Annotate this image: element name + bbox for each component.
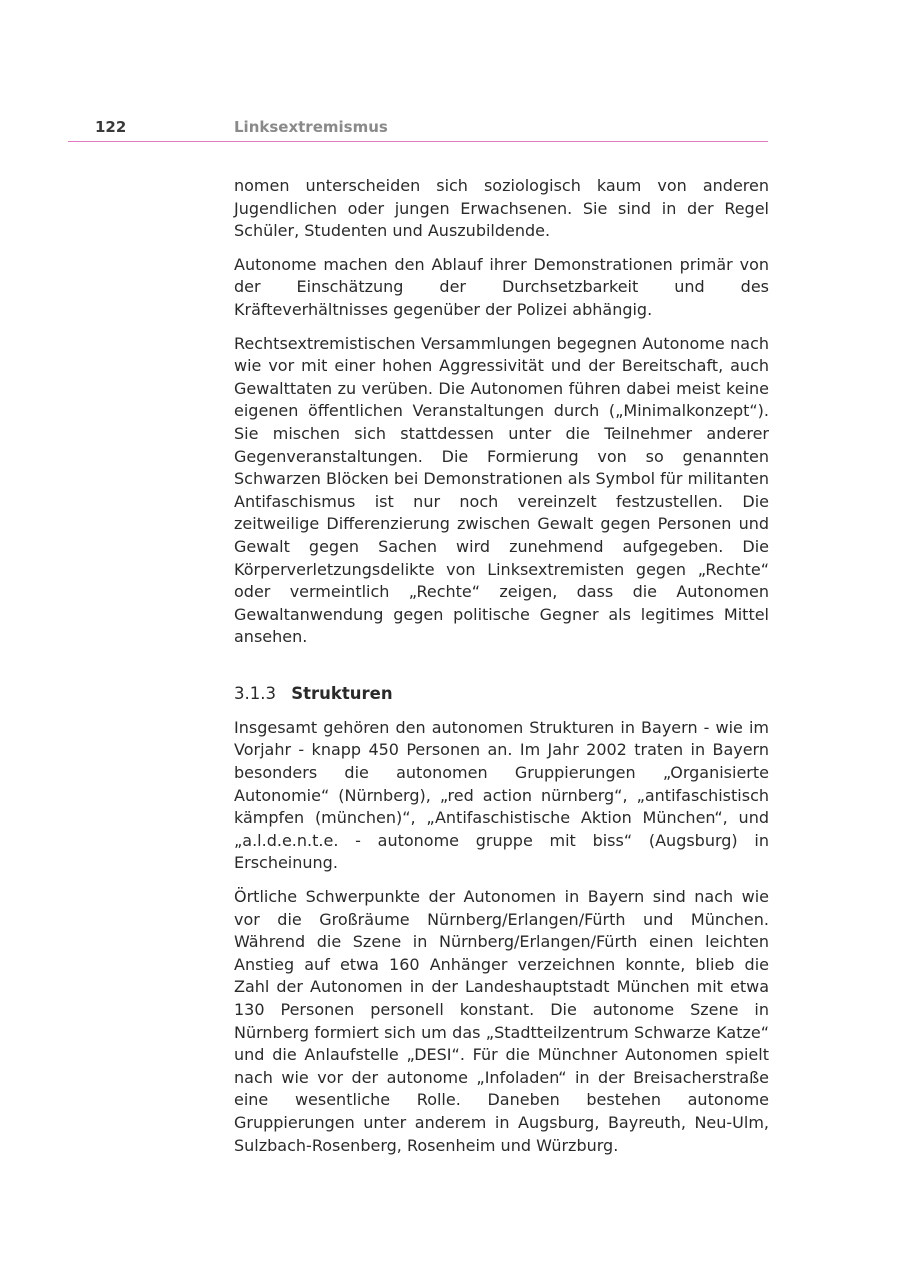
section-heading [234,683,769,705]
paragraph: Autonome machen den Ablauf ihrer Demonstrationen primär von der Einschätzung der Durchsetzbarkeit und des Kräfteverhältnisses gegenüber der Polizei abhängig. [234,254,769,319]
page-number: 122 [95,118,127,136]
paragraph: Rechtsextremistischen Versammlungen begegnen Autonome nach wie vor mit einer hohen Aggressivität und der Bereitschaft, auch Gewalttaten zu verüben. Die Autonomen führen dabei meist keine eigenen öffentlichen Veranstaltungen durch („Minimalkonzept“). Sie mischen sich stattdessen unter die Teilnehmer anderer Gegenveranstaltungen. Die Formierung von so genannten Schwarzen Blöcken bei Demonstrationen als Symbol für militanten Antifaschismus ist nur noch vereinzelt festzustellen. Die zeitweilige Differenzierung zwischen Gewalt gegen Personen und Gewalt gegen Sachen wird zunehmend aufgegeben. Die Körperverletzungsdelikte von Linksextremisten gegen „Rechte“ oder vermeintlich „Rechte“ zeigen, dass die Autonomen Gewaltanwendung gegen politische Gegner als legitimes Mittel ansehen. [234,333,769,647]
paragraph: Örtliche Schwerpunkte der Autonomen in Bayern sind nach wie vor die Großräume Nürnberg/Erlangen/Fürth und München. Während die Szene in Nürnberg/Erlangen/Fürth einen leichten Anstieg auf etwa 160 Anhänger verzeichnen konnte, blieb die Zahl der Autonomen in der Landeshauptstadt München mit etwa 130 Personen personell konstant. Die autonome Szene in Nürnberg formiert sich um das „Stadtteilzentrum Schwarze Katze“ und die Anlaufstelle „DESI“. Für die Münchner Autonomen spielt nach wie vor der autonome „Infoladen“ in der Breisacherstraße eine wesentliche Rolle. Daneben bestehen autonome Gruppierungen unter anderem in Augsburg, Bayreuth, Neu-Ulm, Sulzbach-Rosenberg, Rosenheim und Würzburg. [234,887,769,1155]
paragraph: nomen unterscheiden sich soziologisch kaum von anderen Jugendlichen oder jungen Erwachsenen. Sie sind in der Regel Schüler, Studenten und Auszubildende. [234,176,769,241]
running-head: Linksextremismus [234,118,388,136]
page-header [68,117,768,142]
paragraph: Insgesamt gehören den autonomen Strukturen in Bayern - wie im Vorjahr - knapp 450 Personen an. Im Jahr 2002 traten in Bayern besonders die autonomen Gruppierungen „Organisierte Autonomie“ (Nürnberg), „red action nürnberg“, „antifaschistisch kämpfen (münchen)“, „Antifaschistische Aktion München“, und „a.l.d.e.n.t.e. - autonome gruppe mit biss“ (Augsburg) in Erscheinung. [234,717,769,873]
section-number: 3.1.3 [234,683,276,703]
main-text [234,175,769,1168]
section-title: Strukturen [291,683,393,703]
